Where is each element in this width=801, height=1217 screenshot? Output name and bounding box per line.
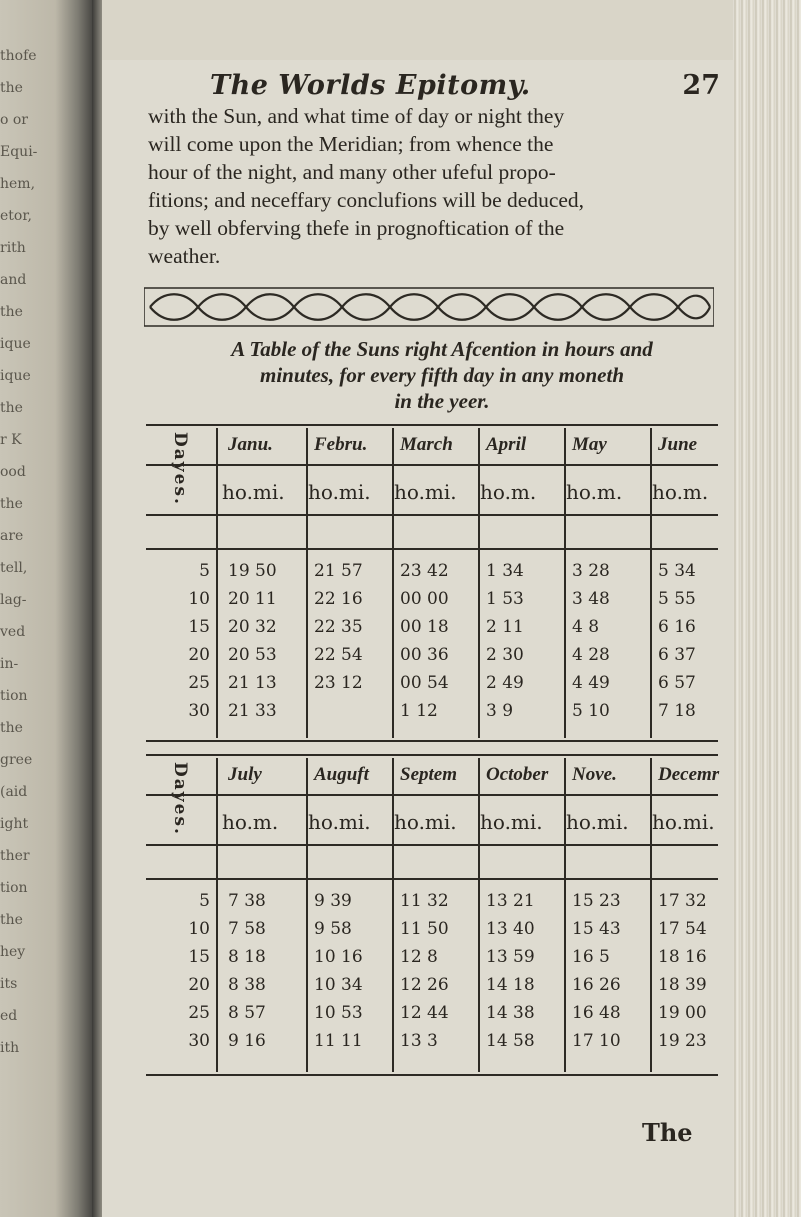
- table-cell: 13 3: [400, 1031, 438, 1051]
- table-cell: 21 13: [228, 673, 277, 693]
- table-cell: 12 26: [400, 975, 449, 995]
- margin-fragment: tion: [0, 688, 28, 704]
- margin-fragment: ther: [0, 848, 30, 864]
- table-cell: 15 23: [572, 891, 621, 911]
- unit-heading: ho.mi.: [222, 480, 285, 504]
- table-cell: 21 57: [314, 561, 363, 581]
- table-column-rule: [478, 428, 480, 738]
- margin-fragment: rith: [0, 240, 26, 256]
- table-cell: 8 57: [228, 1003, 266, 1023]
- table-cell: 6 37: [658, 645, 696, 665]
- table-cell: 00 36: [400, 645, 449, 665]
- days-column-label: Dayes.: [170, 432, 190, 506]
- margin-fragment: gree: [0, 752, 33, 768]
- table-column-rule: [564, 428, 566, 738]
- table-cell: 16 5: [572, 947, 610, 967]
- table-cell: 15 43: [572, 919, 621, 939]
- table-cell: 14 18: [486, 975, 535, 995]
- table-rule: [146, 754, 718, 756]
- table-column-rule: [650, 758, 652, 1072]
- table-cell: 10 16: [314, 947, 363, 967]
- table-cell: 23 12: [314, 673, 363, 693]
- table-title-line: in the yeer.: [394, 389, 490, 413]
- table-cell: 5 34: [658, 561, 696, 581]
- margin-fragment: r K: [0, 432, 22, 448]
- table-cell: 1 34: [486, 561, 524, 581]
- day-number: 30: [188, 701, 210, 721]
- table-cell: 9 58: [314, 919, 352, 939]
- day-number: 10: [188, 919, 210, 939]
- table-cell: 12 8: [400, 947, 438, 967]
- day-number: 5: [199, 891, 210, 911]
- margin-fragment: the: [0, 720, 23, 736]
- margin-fragment: ved: [0, 624, 26, 640]
- day-number: 15: [188, 617, 210, 637]
- margin-fragment: ith: [0, 1040, 20, 1056]
- table-cell: 10 53: [314, 1003, 363, 1023]
- table-column-rule: [306, 758, 308, 1072]
- table-cell: 22 35: [314, 617, 363, 637]
- body-line: by well obferving thefe in prognoftication of the: [148, 216, 565, 240]
- margin-fragment: (aid: [0, 784, 28, 800]
- body-line: with the Sun, and what time of day or night they: [148, 104, 565, 128]
- days-column-label: Dayes.: [170, 762, 190, 836]
- table-cell: 23 42: [400, 561, 449, 581]
- table-cell: 6 57: [658, 673, 696, 693]
- table-cell: 2 30: [486, 645, 524, 665]
- margin-fragment: the: [0, 496, 23, 512]
- table-column-rule: [306, 428, 308, 738]
- book-page: [102, 60, 733, 1217]
- table-cell: 2 11: [486, 617, 524, 637]
- day-number: 25: [188, 1003, 210, 1023]
- month-heading: Nove.: [572, 764, 617, 785]
- table-cell: 18 39: [658, 975, 707, 995]
- margin-fragment: Equi-: [0, 144, 38, 160]
- table-cell: 12 44: [400, 1003, 449, 1023]
- page-edges: [733, 0, 801, 1217]
- table-cell: 00 18: [400, 617, 449, 637]
- margin-fragment: ight: [0, 816, 29, 832]
- margin-fragment: the: [0, 400, 23, 416]
- table-rule: [146, 740, 718, 742]
- table-cell: 4 28: [572, 645, 610, 665]
- body-paragraph: [148, 102, 718, 270]
- table-column-rule: [216, 758, 218, 1072]
- margin-fragment: lag-: [0, 592, 27, 608]
- table-cell: 21 33: [228, 701, 277, 721]
- table-cell: 7 38: [228, 891, 266, 911]
- month-heading: October: [486, 764, 549, 785]
- unit-heading: ho.m.: [222, 810, 279, 834]
- margin-fragment: its: [0, 976, 18, 992]
- day-number: 20: [188, 645, 210, 665]
- margin-fragment: ique: [0, 336, 31, 352]
- margin-fragment: etor,: [0, 208, 32, 224]
- margin-fragment: the: [0, 912, 23, 928]
- table-cell: 11 50: [400, 919, 449, 939]
- table-cell: 16 26: [572, 975, 621, 995]
- table-cell: 1 53: [486, 589, 524, 609]
- body-line: fitions; and neceffary conclufions will be deduced,: [148, 188, 585, 212]
- month-heading: June: [658, 434, 698, 455]
- table-cell: 4 8: [572, 617, 600, 637]
- table-rule: [146, 794, 718, 796]
- table-rule: [146, 464, 718, 466]
- table-cell: 9 16: [228, 1031, 266, 1051]
- table-column-rule: [392, 758, 394, 1072]
- book-spine: [92, 0, 102, 1217]
- day-number: 15: [188, 947, 210, 967]
- margin-fragment: thofe: [0, 48, 37, 64]
- month-heading: May: [572, 434, 607, 455]
- day-number: 30: [188, 1031, 210, 1051]
- table-cell: 17 32: [658, 891, 707, 911]
- day-number: 20: [188, 975, 210, 995]
- body-line: hour of the night, and many other ufeful propo-: [148, 160, 556, 184]
- unit-heading: ho.mi.: [308, 810, 371, 834]
- table-column-rule: [478, 758, 480, 1072]
- margin-fragment: tion: [0, 880, 28, 896]
- month-heading: April: [486, 434, 527, 455]
- table-cell: 11 32: [400, 891, 449, 911]
- table-rule: [146, 844, 718, 846]
- table-cell: 22 54: [314, 645, 363, 665]
- table-cell: 13 59: [486, 947, 535, 967]
- table-cell: 1 12: [400, 701, 438, 721]
- table-cell: 7 58: [228, 919, 266, 939]
- margin-fragment: ood: [0, 464, 26, 480]
- unit-heading: ho.mi.: [394, 810, 457, 834]
- table-cell: 2 49: [486, 673, 524, 693]
- table-cell: 00 54: [400, 673, 449, 693]
- table-cell: 8 38: [228, 975, 266, 995]
- table-cell: 9 39: [314, 891, 352, 911]
- margin-fragment: and: [0, 272, 27, 288]
- margin-fragment: the: [0, 304, 23, 320]
- table-cell: 6 16: [658, 617, 696, 637]
- table-cell: 19 23: [658, 1031, 707, 1051]
- binding-gutter: [0, 0, 92, 1217]
- month-heading: Decemr: [658, 764, 720, 785]
- ascension-table-jul-dec: [146, 754, 718, 1084]
- margin-fragment: hey: [0, 944, 26, 960]
- day-number: 10: [188, 589, 210, 609]
- body-line: weather.: [148, 244, 221, 268]
- month-heading: July: [228, 764, 262, 785]
- page-number: 27: [682, 70, 720, 101]
- table-cell: 17 54: [658, 919, 707, 939]
- table-cell: 7 18: [658, 701, 696, 721]
- table-cell: 20 11: [228, 589, 277, 609]
- table-cell: 20 53: [228, 645, 277, 665]
- table-rule: [146, 548, 718, 550]
- table-cell: 13 40: [486, 919, 535, 939]
- table-cell: 5 55: [658, 589, 696, 609]
- table-cell: 20 32: [228, 617, 277, 637]
- margin-fragment: hem,: [0, 176, 36, 192]
- margin-fragment: the: [0, 80, 23, 96]
- month-heading: Auguft: [314, 764, 369, 785]
- unit-heading: ho.mi.: [652, 810, 715, 834]
- ascension-table-jan-jun: [146, 424, 718, 750]
- day-number: 25: [188, 673, 210, 693]
- table-cell: 13 21: [486, 891, 535, 911]
- table-column-rule: [392, 428, 394, 738]
- unit-heading: ho.mi.: [394, 480, 457, 504]
- unit-heading: ho.m.: [480, 480, 537, 504]
- table-cell: 11 11: [314, 1031, 363, 1051]
- month-heading: Janu.: [228, 434, 273, 455]
- table-rule: [146, 424, 718, 426]
- decorative-ornament-band: [144, 286, 714, 328]
- unit-heading: ho.mi.: [308, 480, 371, 504]
- unit-heading: ho.mi.: [566, 810, 629, 834]
- day-number: 5: [199, 561, 210, 581]
- table-cell: 3 28: [572, 561, 610, 581]
- catchword: The: [642, 1118, 693, 1147]
- table-cell: 00 00: [400, 589, 449, 609]
- facing-page-fragments: [0, 40, 48, 1064]
- table-cell: 14 58: [486, 1031, 535, 1051]
- table-cell: 3 48: [572, 589, 610, 609]
- unit-heading: ho.m.: [652, 480, 709, 504]
- table-title-line: minutes, for every fifth day in any moneth: [260, 363, 624, 387]
- table-cell: 22 16: [314, 589, 363, 609]
- table-cell: 19 00: [658, 1003, 707, 1023]
- margin-fragment: are: [0, 528, 24, 544]
- table-column-rule: [564, 758, 566, 1072]
- table-title-line: A Table of the Suns right Afcention in hours and: [231, 337, 653, 361]
- table-column-rule: [650, 428, 652, 738]
- table-cell: 17 10: [572, 1031, 621, 1051]
- table-cell: 8 18: [228, 947, 266, 967]
- margin-fragment: ique: [0, 368, 31, 384]
- table-cell: 18 16: [658, 947, 707, 967]
- table-column-rule: [216, 428, 218, 738]
- table-cell: 14 38: [486, 1003, 535, 1023]
- margin-fragment: in-: [0, 656, 19, 672]
- running-title: The Worlds Epitomy.: [210, 70, 531, 101]
- month-heading: Septem: [400, 764, 457, 785]
- table-cell: 5 10: [572, 701, 610, 721]
- table-cell: 10 34: [314, 975, 363, 995]
- month-heading: Febru.: [314, 434, 368, 455]
- month-heading: March: [400, 434, 453, 455]
- table-rule: [146, 1074, 718, 1076]
- body-line: will come upon the Meridian; from whence the: [148, 132, 554, 156]
- margin-fragment: ed: [0, 1008, 18, 1024]
- table-rule: [146, 514, 718, 516]
- unit-heading: ho.m.: [566, 480, 623, 504]
- margin-fragment: tell,: [0, 560, 28, 576]
- margin-fragment: o or: [0, 112, 28, 128]
- table-cell: 3 9: [486, 701, 514, 721]
- table-cell: 19 50: [228, 561, 277, 581]
- table-cell: 16 48: [572, 1003, 621, 1023]
- table-rule: [146, 878, 718, 880]
- table-cell: 4 49: [572, 673, 610, 693]
- unit-heading: ho.mi.: [480, 810, 543, 834]
- table-title: [162, 336, 722, 414]
